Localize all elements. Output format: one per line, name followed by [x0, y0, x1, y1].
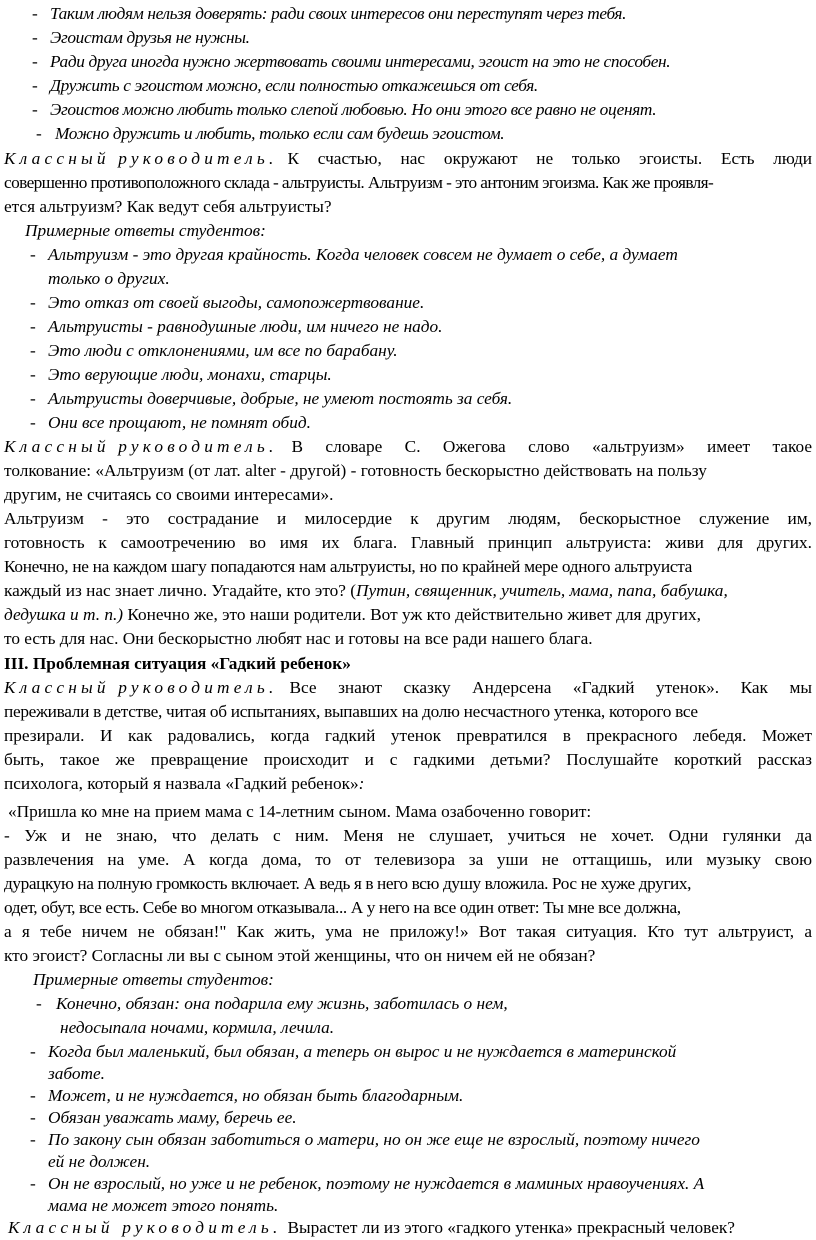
list-dash: - [30, 245, 36, 264]
paragraph-line: Конечно, не на каждом шагу попадаются нам альтруисты, но по крайней мере одного альтруиста [4, 557, 693, 576]
paragraph-line: Все знают сказку Андерсена «Гадкий утенок». Как мы [289, 678, 812, 697]
list-dash: - [30, 1130, 36, 1149]
paragraph-text: дедушка и т. п.) [4, 605, 124, 624]
list-item: Ради друга иногда нужно жертвовать своими интересами, эгоист на это не способен. [50, 52, 671, 71]
list-dash: - [30, 317, 36, 336]
answers-label: Примерные ответы студентов: [33, 970, 274, 989]
story-line: развлечения на уме. А когда дома, то от телевизора за уши не оттащишь, или музыку свою [4, 850, 812, 869]
list-item: Эгоистов можно любить только слепой любовью. Но они этого все равно не оценят. [50, 100, 657, 119]
list-dash: - [30, 413, 36, 432]
teacher-label: Классный руководитель. [4, 437, 278, 456]
list-item: заботе. [48, 1064, 105, 1083]
list-item: Альтруизм - это другая крайность. Когда человек совсем не думает о себе, а думает [48, 245, 678, 264]
paragraph-text: психолога, который я назвала «Гадкий ребенок» [4, 774, 359, 793]
list-item: Конечно, обязан: она подарила ему жизнь, заботилась о нем, [56, 994, 508, 1013]
story-line: дурацкую на полную громкость включает. А ведь я в него всю душу вложила. Рос не хуже других, [4, 874, 692, 893]
list-dash: - [36, 994, 42, 1013]
paragraph-line: то есть для нас. Они бескорыстно любят нас и готовы на все ради нашего блага. [4, 629, 593, 648]
list-item: Альтруисты - равнодушные люди, им ничего не надо. [48, 317, 443, 336]
paragraph-line: ется альтруизм? Как ведут себя альтруисты? [4, 197, 332, 216]
paragraph-line: В словаре С. Ожегова слово «альтруизм» имеет такое [291, 437, 812, 456]
paragraph-line: Альтруизм - это сострадание и милосердие к другим людям, бескорыстное служение им, [4, 509, 812, 528]
section-heading: III. Проблемная ситуация «Гадкий ребенок» [4, 654, 351, 673]
teacher-label: Классный руководитель. [4, 149, 278, 168]
list-item: Эгоистам друзья не нужны. [50, 28, 250, 47]
answers-label: Примерные ответы студентов: [25, 221, 266, 240]
teacher-label: Классный руководитель. [8, 1218, 282, 1237]
list-dash: - [30, 1086, 36, 1105]
list-item: Может, и не нуждается, но обязан быть благодарным. [48, 1086, 464, 1105]
paragraph-line: другим, не считаясь со своими интересами». [4, 485, 334, 504]
paragraph-text: каждый из нас знает лично. Угадайте, кто это? ( [4, 581, 357, 600]
paragraph-text: : «Альтруизм (от лат. alter - другой) - готовность бескорыстно действовать на пользу [86, 461, 707, 480]
list-item: только о других. [48, 269, 170, 288]
list-item: Обязан уважать маму, беречь ее. [48, 1108, 297, 1127]
list-dash: - [30, 1174, 36, 1193]
list-dash: - [32, 52, 38, 71]
story-line: - Уж и не знаю, что делать с ним. Меня не слушает, учиться не хочет. Одни гулянки да [4, 826, 812, 845]
list-item: Это люди с отклонениями, им все по барабану. [48, 341, 398, 360]
list-item: Когда был маленький, был обязан, а теперь он вырос и не нуждается в материнской [48, 1042, 677, 1061]
list-dash: - [32, 4, 38, 23]
list-item: Они все прощают, не помнят обид. [48, 413, 311, 432]
paragraph-text: Путин, священник, учитель, мама, папа, бабушка, [356, 581, 728, 600]
paragraph-line: презирали. И как радовались, когда гадкий утенок превратился в прекрасного лебедя. Может [4, 726, 812, 745]
list-item: Таким людям нельзя доверять: ради своих интересов они переступят через тебя. [50, 4, 627, 23]
story-line: кто эгоист? Согласны ли вы с сыном этой женщины, что он ничем ей не обязан? [4, 946, 596, 965]
story-line: «Пришла ко мне на прием мама с 14-летним сыном. Мама озабоченно говорит: [8, 802, 592, 821]
teacher-label: Классный руководитель. [4, 678, 278, 697]
list-item: мама не может этого понять. [48, 1196, 279, 1215]
list-dash: - [30, 341, 36, 360]
paragraph-line: совершенно противоположного склада - альтруисты. Альтруизм - это антоним эгоизма. Как же проявля- [4, 173, 714, 192]
list-dash: - [32, 100, 38, 119]
list-dash: - [30, 293, 36, 312]
list-dash: - [30, 389, 36, 408]
list-dash: - [30, 1042, 36, 1061]
list-item: Альтруисты доверчивые, добрые, не умеют постоять за себя. [48, 389, 513, 408]
list-item: Дружить с эгоистом можно, если полностью откажешься от себя. [50, 76, 538, 95]
list-dash: - [36, 124, 42, 143]
story-line: одет, обут, все есть. Себе во многом отказывала... А у него на все один ответ: Ты мне все должна, [4, 898, 681, 917]
paragraph-text: : [358, 774, 365, 793]
list-item: недосыпала ночами, кормила, лечила. [60, 1018, 335, 1037]
list-item: Это отказ от своей выгоды, самопожертвование. [48, 293, 425, 312]
list-item: По закону сын обязан заботиться о матери, но он же еще не взрослый, поэтому ничего [48, 1130, 700, 1149]
list-dash: - [32, 28, 38, 47]
paragraph-text: Конечно же, это наши родители. Вот уж кто действительно живет для других, [123, 605, 701, 624]
paragraph-line: переживали в детстве, читая об испытаниях, выпавших на долю несчастного утенка, которого все [4, 702, 698, 721]
list-dash: - [30, 1108, 36, 1127]
paragraph-line: Вырастет ли из этого «гадкого утенка» прекрасный человек? [287, 1218, 735, 1237]
paragraph-line: быть, такое же превращение происходит и с гадкими детьми? Послушайте короткий рассказ [4, 750, 812, 769]
final-paragraph [8, 1216, 735, 1240]
paragraph-line: К счастью, нас окружают не только эгоисты. Есть люди [287, 149, 812, 168]
list-dash: - [30, 365, 36, 384]
list-item: Он не взрослый, но уже и не ребенок, поэтому не нуждается в маминых нравоучениях. А [48, 1174, 705, 1193]
list-item: ей не должен. [48, 1152, 151, 1171]
paragraph-line: готовность к самоотречению во имя их блага. Главный принцип альтруиста: живи для других. [4, 533, 812, 552]
list-item: Можно дружить и любить, только если сам будешь эгоистом. [55, 124, 505, 143]
list-item: Это верующие люди, монахи, старцы. [48, 365, 332, 384]
paragraph-text: толкование [4, 461, 87, 480]
story-line: а я тебе ничем не обязан!" Как жить, ума не приложу!» Вот такая ситуация. Кто тут альтруист, а [4, 922, 812, 941]
list-dash: - [32, 76, 38, 95]
